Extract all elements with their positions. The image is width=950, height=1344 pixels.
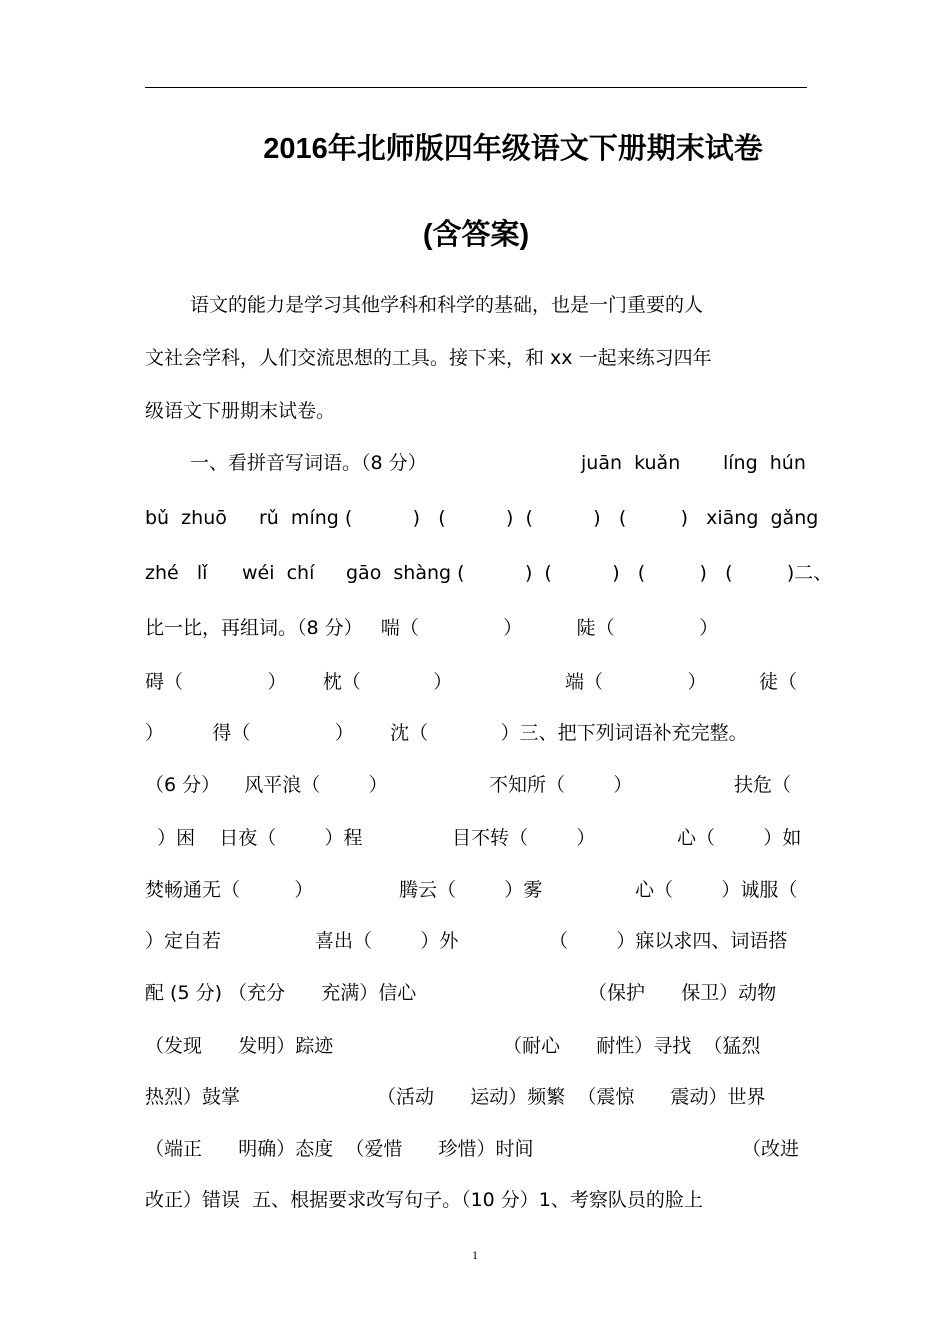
text-segment: 不知所（ ） (489, 774, 633, 796)
text-segment: 语文的能力是学习其他学科和科学的基础，也是一门重要的人 (190, 294, 704, 316)
text-segment: 徒（ (759, 671, 798, 693)
text-line (145, 667, 807, 697)
text-segment: 热烈）鼓掌 (145, 1086, 241, 1108)
text-segment: 改正）错误 五、根据要求改写句子。（10 分）1、考察队员的脸上 (145, 1189, 703, 1211)
text-segment: 扶危（ (734, 774, 792, 796)
text-segment: （耐心 耐性）寻找 （猛烈 (503, 1035, 761, 1057)
text-line (145, 558, 833, 588)
text-segment: juān kuǎn (581, 452, 681, 474)
text-segment: ）困 日夜（ ）程 (145, 827, 363, 849)
text-line (145, 823, 807, 853)
text-segment: （保护 保卫）动物 (588, 982, 777, 1004)
text-segment: 级语文下册期末试卷。 (145, 400, 336, 422)
text-segment: wéi chí (242, 562, 315, 584)
text-segment: （发现 发明）踪迹 (145, 1035, 334, 1057)
text-segment: （端正 明确）态度 （爱惜 珍惜）时间 (145, 1138, 534, 1160)
text-segment: 配 (5 分) （充分 充满）信心 (145, 982, 417, 1004)
text-line (145, 1031, 807, 1061)
text-line (145, 396, 807, 426)
text-segment: （ ）寐以求四、词语搭 (549, 930, 788, 952)
text-segment: （活动 运动）频繁 （震惊 震动）世界 (377, 1086, 766, 1108)
text-line (145, 770, 807, 800)
text-line (145, 718, 807, 748)
text-segment: 端（ ） (565, 671, 707, 693)
header-rule (145, 87, 807, 88)
text-line (145, 448, 807, 478)
text-line (145, 978, 807, 1008)
text-line (145, 343, 807, 373)
text-line (145, 1134, 807, 1164)
text-line (145, 875, 807, 905)
text-line (145, 613, 807, 643)
document-subtitle: (含答案) (422, 219, 530, 251)
text-segment: 心（ ）如 (677, 827, 802, 849)
text-segment: 腾云（ ）雾 (399, 879, 543, 901)
text-line (145, 503, 819, 533)
text-segment: zhé lǐ (145, 562, 208, 584)
text-line (145, 290, 807, 320)
text-line (145, 1082, 807, 1112)
document-title: 2016年北师版四年级语文下册期末试卷 (263, 133, 763, 165)
text-segment: 碍（ ） 枕（ ） (145, 671, 453, 693)
text-segment: 目不转（ ） (452, 827, 596, 849)
text-line (145, 1185, 807, 1215)
text-segment: ）定自若 (145, 930, 222, 952)
text-segment: 喜出（ ）外 (315, 930, 459, 952)
text-segment: 心（ ）诚服（ (635, 879, 798, 901)
text-segment: 文社会学科，人们交流思想的工具。接下来，和 xx 一起来练习四年 (145, 347, 712, 369)
text-segment: ） 得（ ） 沈（ ）三、把下列词语补充完整。 (145, 722, 748, 744)
text-segment: bǔ zhuō (145, 507, 227, 529)
page-number: 1 (472, 1248, 478, 1262)
text-segment: rǔ míng ( ) ( ) ( ) ( ) xiāng gǎng (259, 507, 819, 529)
text-segment: 一、看拼音写词语。（8 分） (190, 452, 427, 474)
text-segment: （6 分） 风平浪（ ） (145, 774, 388, 796)
text-segment: líng hún (723, 452, 806, 474)
text-segment: 焚畅通无（ ） (145, 879, 314, 901)
text-line (145, 926, 807, 956)
text-segment: 比一比，再组词。（8 分） 喘（ ） 陡（ ） (145, 617, 719, 639)
text-segment: gāo shàng ( ) ( ) ( ) ( )二、 (346, 562, 833, 584)
text-segment: （改进 (742, 1138, 800, 1160)
